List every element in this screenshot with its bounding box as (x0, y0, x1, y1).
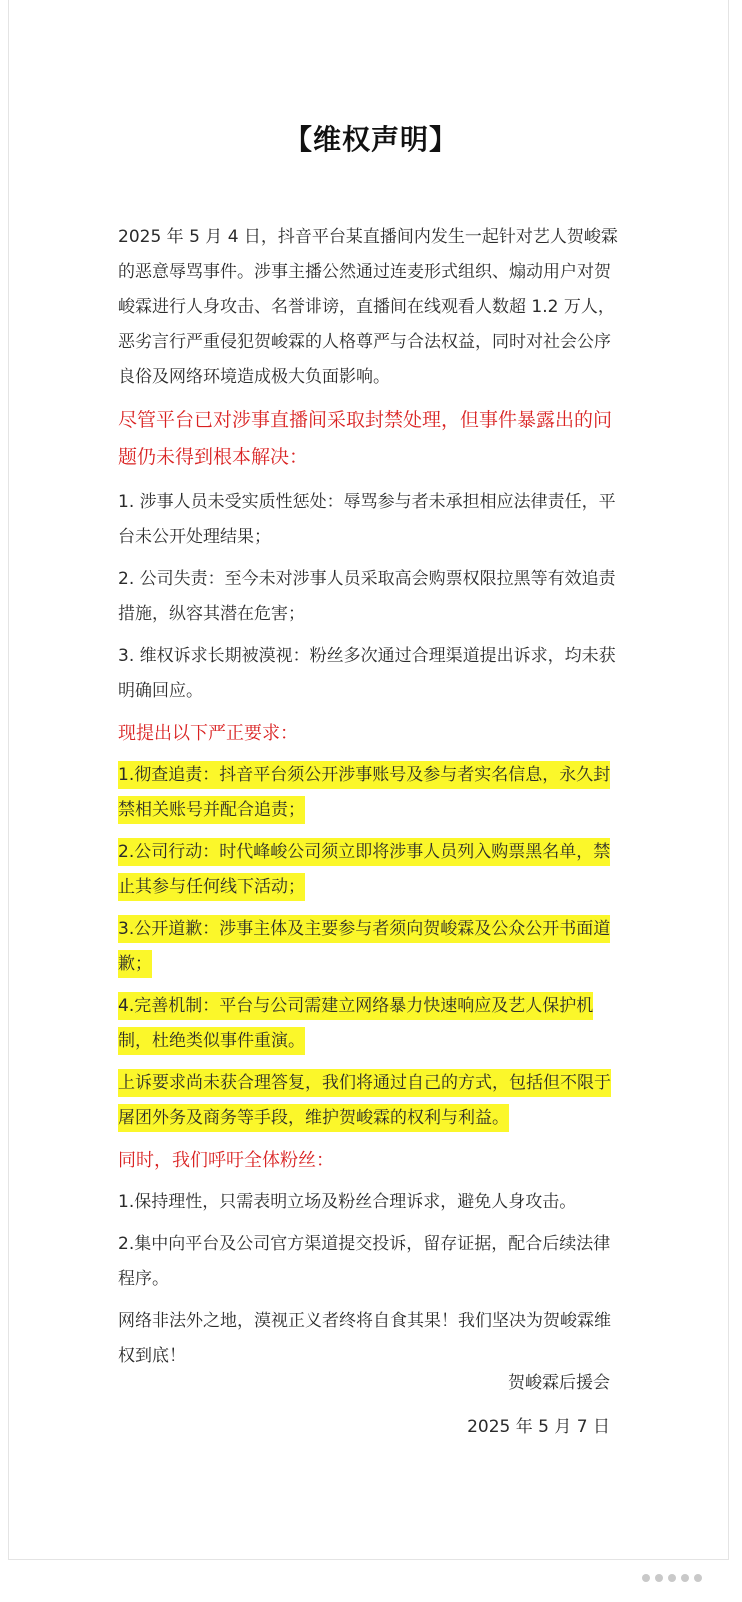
statement-body (118, 220, 626, 1381)
signature-org: 贺峻霖后援会 (508, 1373, 610, 1393)
intro-paragraph: 2025 年 5 月 4 日，抖音平台某直播间内发生一起针对艺人贺峻霖的恶意辱骂事件。涉事主播公然通过连麦形式组织、煽动用户对贺峻霖进行人身攻击、名誉诽谤，直播间在线观看人数超 1.2 万人，恶劣言行严重侵犯贺峻霖的人格尊严与合法权益，同时对社会公序良俗及网络环境造成极大负面影响。 (118, 227, 618, 387)
fan-appeal-item: 2.集中向平台及公司官方渠道提交投诉，留存证据，配合后续法律程序。 (118, 1234, 611, 1289)
demand-item (118, 912, 626, 982)
dot (655, 1574, 663, 1582)
highlighted-text: 3.公开道歉：涉事主体及主要参与者须向贺峻霖及公众公开书面道歉； (118, 915, 610, 978)
dot (694, 1574, 702, 1582)
problem-item: 3. 维权诉求长期被漠视：粉丝多次通过合理渠道提出诉求，均未获明确回应。 (118, 646, 616, 701)
watermark-dots-icon (642, 1574, 702, 1582)
highlighted-text: 2.公司行动：时代峰峻公司须立即将涉事人员列入购票黑名单，禁止其参与任何线下活动； (118, 838, 610, 901)
demand-warning (118, 1066, 626, 1136)
dot (681, 1574, 689, 1582)
fan-appeal-item: 1.保持理性，只需表明立场及粉丝合理诉求，避免人身攻击。 (118, 1192, 577, 1212)
demand-item (118, 758, 626, 828)
problem-item: 2. 公司失责：至今未对涉事人员采取高会购票权限拉黑等有效追责措施，纵容其潜在危害； (118, 569, 616, 624)
highlighted-text: 上诉要求尚未获合理答复，我们将通过自己的方式，包括但不限于屠团外务及商务等手段，维护贺峻霖的权利与利益。 (118, 1069, 611, 1132)
bottom-border (8, 1559, 729, 1560)
fans-heading: 同时，我们呼吁全体粉丝： (118, 1150, 334, 1171)
highlighted-text: 1.彻查追责：抖音平台须公开涉事账号及参与者实名信息，永久封禁相关账号并配合追责； (118, 761, 610, 824)
highlighted-text: 4.完善机制：平台与公司需建立网络暴力快速响应及艺人保护机制，杜绝类似事件重演。 (118, 992, 593, 1055)
problem-item: 1. 涉事人员未受实质性惩处：辱骂参与者未承担相应法律责任，平台未公开处理结果； (118, 492, 616, 547)
dot (642, 1574, 650, 1582)
demand-item (118, 835, 626, 905)
dot (668, 1574, 676, 1582)
problem-heading: 尽管平台已对涉事直播间采取封禁处理，但事件暴露出的问题仍未得到根本解决： (118, 409, 613, 468)
demands-heading: 现提出以下严正要求： (118, 723, 298, 744)
signature-date: 2025 年 5 月 7 日 (467, 1417, 610, 1437)
page-title: 【维权声明】 (283, 123, 458, 156)
demand-item (118, 989, 626, 1059)
left-border (8, 0, 9, 1560)
right-border (728, 0, 729, 1560)
closing-statement: 网络非法外之地，漠视正义者终将自食其果！我们坚决为贺峻霖维权到底！ (118, 1311, 611, 1366)
